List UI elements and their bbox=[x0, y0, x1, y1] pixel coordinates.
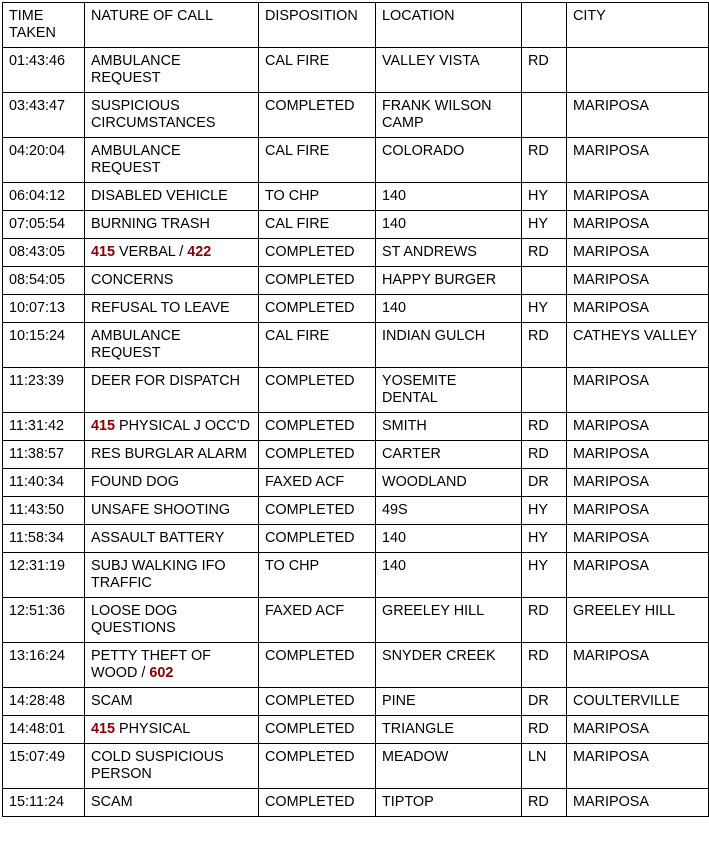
cell-street-suffix bbox=[522, 368, 567, 413]
cell-city: MARIPOSA bbox=[567, 267, 709, 295]
cell-time-taken: 07:05:54 bbox=[3, 211, 85, 239]
header-city: CITY bbox=[567, 3, 709, 48]
cell-city: MARIPOSA bbox=[567, 138, 709, 183]
cell-disposition: TO CHP bbox=[259, 553, 376, 598]
cell-time-taken: 14:28:48 bbox=[3, 688, 85, 716]
cell-nature-of-call bbox=[85, 138, 259, 183]
cell-city: MARIPOSA bbox=[567, 525, 709, 553]
call-text: PHYSICAL J OCC'D bbox=[115, 418, 250, 434]
cell-location: 140 bbox=[376, 295, 522, 323]
cell-disposition: CAL FIRE bbox=[259, 48, 376, 93]
header-row bbox=[3, 3, 709, 48]
cell-location: COLORADO bbox=[376, 138, 522, 183]
cell-disposition: COMPLETED bbox=[259, 789, 376, 817]
cell-disposition: COMPLETED bbox=[259, 716, 376, 744]
cell-city: MARIPOSA bbox=[567, 716, 709, 744]
cell-city: MARIPOSA bbox=[567, 295, 709, 323]
cell-nature-of-call bbox=[85, 688, 259, 716]
cell-street-suffix: DR bbox=[522, 469, 567, 497]
call-text: SCAM bbox=[91, 794, 133, 810]
cell-disposition: COMPLETED bbox=[259, 267, 376, 295]
call-text: ASSAULT BATTERY bbox=[91, 530, 225, 546]
cell-street-suffix: RD bbox=[522, 716, 567, 744]
cell-street-suffix: LN bbox=[522, 744, 567, 789]
cell-location: WOODLAND bbox=[376, 469, 522, 497]
cell-street-suffix: HY bbox=[522, 525, 567, 553]
cell-disposition: COMPLETED bbox=[259, 295, 376, 323]
cell-time-taken: 08:43:05 bbox=[3, 239, 85, 267]
table-row bbox=[3, 598, 709, 643]
call-text: RES BURGLAR ALARM bbox=[91, 446, 247, 462]
cell-disposition: COMPLETED bbox=[259, 93, 376, 138]
cell-street-suffix: RD bbox=[522, 48, 567, 93]
cell-city: MARIPOSA bbox=[567, 368, 709, 413]
cell-disposition: COMPLETED bbox=[259, 744, 376, 789]
table-row bbox=[3, 469, 709, 497]
call-text: CONCERNS bbox=[91, 272, 174, 288]
cell-disposition: COMPLETED bbox=[259, 441, 376, 469]
cell-street-suffix: DR bbox=[522, 688, 567, 716]
cell-location: 140 bbox=[376, 525, 522, 553]
cell-location: INDIAN GULCH bbox=[376, 323, 522, 368]
cell-location: 140 bbox=[376, 211, 522, 239]
cell-city: MARIPOSA bbox=[567, 744, 709, 789]
cell-time-taken: 12:51:36 bbox=[3, 598, 85, 643]
cell-disposition: TO CHP bbox=[259, 183, 376, 211]
cell-location: TRIANGLE bbox=[376, 716, 522, 744]
table-row bbox=[3, 267, 709, 295]
call-text: COLD SUSPICIOUS PERSON bbox=[91, 749, 224, 782]
call-text: PETTY THEFT OF WOOD / bbox=[91, 648, 211, 681]
cell-time-taken: 11:40:34 bbox=[3, 469, 85, 497]
cell-time-taken: 06:04:12 bbox=[3, 183, 85, 211]
call-text: PHYSICAL bbox=[115, 721, 191, 737]
table-row bbox=[3, 323, 709, 368]
cell-nature-of-call bbox=[85, 469, 259, 497]
cell-nature-of-call bbox=[85, 295, 259, 323]
cell-street-suffix: HY bbox=[522, 497, 567, 525]
cell-city: MARIPOSA bbox=[567, 643, 709, 688]
penal-code: 415 bbox=[91, 244, 116, 260]
cell-city: MARIPOSA bbox=[567, 413, 709, 441]
cell-street-suffix: RD bbox=[522, 789, 567, 817]
table-row bbox=[3, 183, 709, 211]
cell-location: TIPTOP bbox=[376, 789, 522, 817]
cell-disposition: COMPLETED bbox=[259, 368, 376, 413]
cell-disposition: COMPLETED bbox=[259, 497, 376, 525]
cell-time-taken: 11:58:34 bbox=[3, 525, 85, 553]
cell-city: MARIPOSA bbox=[567, 93, 709, 138]
cell-street-suffix: HY bbox=[522, 553, 567, 598]
cell-time-taken: 10:07:13 bbox=[3, 295, 85, 323]
cell-city: MARIPOSA bbox=[567, 469, 709, 497]
cell-time-taken: 01:43:46 bbox=[3, 48, 85, 93]
call-log-body bbox=[3, 48, 709, 817]
cell-location: MEADOW bbox=[376, 744, 522, 789]
cell-time-taken: 11:31:42 bbox=[3, 413, 85, 441]
cell-street-suffix: HY bbox=[522, 183, 567, 211]
penal-code: 415 bbox=[91, 721, 116, 737]
cell-time-taken: 13:16:24 bbox=[3, 643, 85, 688]
cell-time-taken: 11:38:57 bbox=[3, 441, 85, 469]
cell-city bbox=[567, 48, 709, 93]
header-disposition: DISPOSITION bbox=[259, 3, 376, 48]
table-row bbox=[3, 441, 709, 469]
cell-time-taken: 03:43:47 bbox=[3, 93, 85, 138]
cell-city: MARIPOSA bbox=[567, 497, 709, 525]
cell-nature-of-call bbox=[85, 441, 259, 469]
call-text: REFUSAL TO LEAVE bbox=[91, 300, 230, 316]
cell-disposition: FAXED ACF bbox=[259, 469, 376, 497]
cell-location: YOSEMITE DENTAL bbox=[376, 368, 522, 413]
cell-nature-of-call bbox=[85, 48, 259, 93]
table-row bbox=[3, 789, 709, 817]
cell-nature-of-call bbox=[85, 598, 259, 643]
call-text: VERBAL / bbox=[115, 244, 188, 260]
cell-disposition: CAL FIRE bbox=[259, 323, 376, 368]
call-text: SUSPICIOUS CIRCUMSTANCES bbox=[91, 98, 216, 131]
cell-nature-of-call bbox=[85, 211, 259, 239]
cell-location: PINE bbox=[376, 688, 522, 716]
cell-nature-of-call bbox=[85, 789, 259, 817]
cell-location: ST ANDREWS bbox=[376, 239, 522, 267]
cell-location: SNYDER CREEK bbox=[376, 643, 522, 688]
cell-street-suffix: HY bbox=[522, 211, 567, 239]
cell-city: MARIPOSA bbox=[567, 211, 709, 239]
table-row bbox=[3, 553, 709, 598]
cell-nature-of-call bbox=[85, 413, 259, 441]
call-text: LOOSE DOG QUESTIONS bbox=[91, 603, 178, 636]
table-row bbox=[3, 211, 709, 239]
call-text: BURNING TRASH bbox=[91, 216, 210, 232]
cell-disposition: COMPLETED bbox=[259, 525, 376, 553]
cell-disposition: CAL FIRE bbox=[259, 211, 376, 239]
cell-nature-of-call bbox=[85, 267, 259, 295]
cell-nature-of-call bbox=[85, 553, 259, 598]
cell-location: 140 bbox=[376, 183, 522, 211]
table-row bbox=[3, 93, 709, 138]
table-row bbox=[3, 239, 709, 267]
cell-street-suffix: RD bbox=[522, 598, 567, 643]
header-location: LOCATION bbox=[376, 3, 522, 48]
cell-nature-of-call bbox=[85, 93, 259, 138]
cell-time-taken: 14:48:01 bbox=[3, 716, 85, 744]
cell-street-suffix: RD bbox=[522, 413, 567, 441]
cell-disposition: FAXED ACF bbox=[259, 598, 376, 643]
call-text: AMBULANCE REQUEST bbox=[91, 143, 181, 176]
cell-location: 140 bbox=[376, 553, 522, 598]
table-row bbox=[3, 643, 709, 688]
call-text: SUBJ WALKING IFO TRAFFIC bbox=[91, 558, 226, 591]
cell-nature-of-call bbox=[85, 183, 259, 211]
cell-nature-of-call bbox=[85, 525, 259, 553]
call-text: SCAM bbox=[91, 693, 133, 709]
cell-city: MARIPOSA bbox=[567, 553, 709, 598]
cell-nature-of-call bbox=[85, 744, 259, 789]
call-text: DISABLED VEHICLE bbox=[91, 188, 228, 204]
cell-location: 49S bbox=[376, 497, 522, 525]
cell-nature-of-call bbox=[85, 239, 259, 267]
cell-street-suffix: RD bbox=[522, 441, 567, 469]
cell-city: MARIPOSA bbox=[567, 441, 709, 469]
cell-city: GREELEY HILL bbox=[567, 598, 709, 643]
table-row bbox=[3, 413, 709, 441]
cell-location: FRANK WILSON CAMP bbox=[376, 93, 522, 138]
cell-disposition: CAL FIRE bbox=[259, 138, 376, 183]
cell-nature-of-call bbox=[85, 323, 259, 368]
call-text: UNSAFE SHOOTING bbox=[91, 502, 231, 518]
penal-code: 422 bbox=[187, 244, 212, 260]
cell-disposition: COMPLETED bbox=[259, 413, 376, 441]
table-row bbox=[3, 716, 709, 744]
call-text: AMBULANCE REQUEST bbox=[91, 53, 181, 86]
cell-location: CARTER bbox=[376, 441, 522, 469]
cell-street-suffix: RD bbox=[522, 323, 567, 368]
header-street-suffix bbox=[522, 3, 567, 48]
cell-city: MARIPOSA bbox=[567, 183, 709, 211]
cell-nature-of-call bbox=[85, 497, 259, 525]
cell-street-suffix: HY bbox=[522, 295, 567, 323]
cell-location: VALLEY VISTA bbox=[376, 48, 522, 93]
cell-street-suffix: RD bbox=[522, 643, 567, 688]
cell-city: CATHEYS VALLEY bbox=[567, 323, 709, 368]
cell-time-taken: 15:07:49 bbox=[3, 744, 85, 789]
table-row bbox=[3, 138, 709, 183]
call-text: DEER FOR DISPATCH bbox=[91, 373, 240, 389]
cell-time-taken: 11:23:39 bbox=[3, 368, 85, 413]
header-nature-of-call: NATURE OF CALL bbox=[85, 3, 259, 48]
header-time-taken: TIME TAKEN bbox=[3, 3, 85, 48]
call-text: AMBULANCE REQUEST bbox=[91, 328, 181, 361]
call-text: FOUND DOG bbox=[91, 474, 179, 490]
cell-nature-of-call bbox=[85, 368, 259, 413]
cell-location: HAPPY BURGER bbox=[376, 267, 522, 295]
cell-time-taken: 04:20:04 bbox=[3, 138, 85, 183]
call-log-table bbox=[2, 2, 709, 817]
penal-code: 415 bbox=[91, 418, 116, 434]
cell-time-taken: 15:11:24 bbox=[3, 789, 85, 817]
table-row bbox=[3, 744, 709, 789]
cell-time-taken: 12:31:19 bbox=[3, 553, 85, 598]
table-row bbox=[3, 497, 709, 525]
table-row bbox=[3, 525, 709, 553]
cell-disposition: COMPLETED bbox=[259, 239, 376, 267]
cell-time-taken: 08:54:05 bbox=[3, 267, 85, 295]
cell-disposition: COMPLETED bbox=[259, 688, 376, 716]
cell-time-taken: 10:15:24 bbox=[3, 323, 85, 368]
cell-location: GREELEY HILL bbox=[376, 598, 522, 643]
cell-city: COULTERVILLE bbox=[567, 688, 709, 716]
cell-street-suffix bbox=[522, 267, 567, 295]
cell-nature-of-call bbox=[85, 716, 259, 744]
cell-street-suffix: RD bbox=[522, 138, 567, 183]
table-row bbox=[3, 368, 709, 413]
table-row bbox=[3, 688, 709, 716]
table-row bbox=[3, 295, 709, 323]
cell-street-suffix: RD bbox=[522, 239, 567, 267]
penal-code: 602 bbox=[149, 665, 174, 681]
cell-city: MARIPOSA bbox=[567, 239, 709, 267]
cell-city: MARIPOSA bbox=[567, 789, 709, 817]
cell-disposition: COMPLETED bbox=[259, 643, 376, 688]
table-row bbox=[3, 48, 709, 93]
cell-nature-of-call bbox=[85, 643, 259, 688]
cell-time-taken: 11:43:50 bbox=[3, 497, 85, 525]
cell-street-suffix bbox=[522, 93, 567, 138]
cell-location: SMITH bbox=[376, 413, 522, 441]
